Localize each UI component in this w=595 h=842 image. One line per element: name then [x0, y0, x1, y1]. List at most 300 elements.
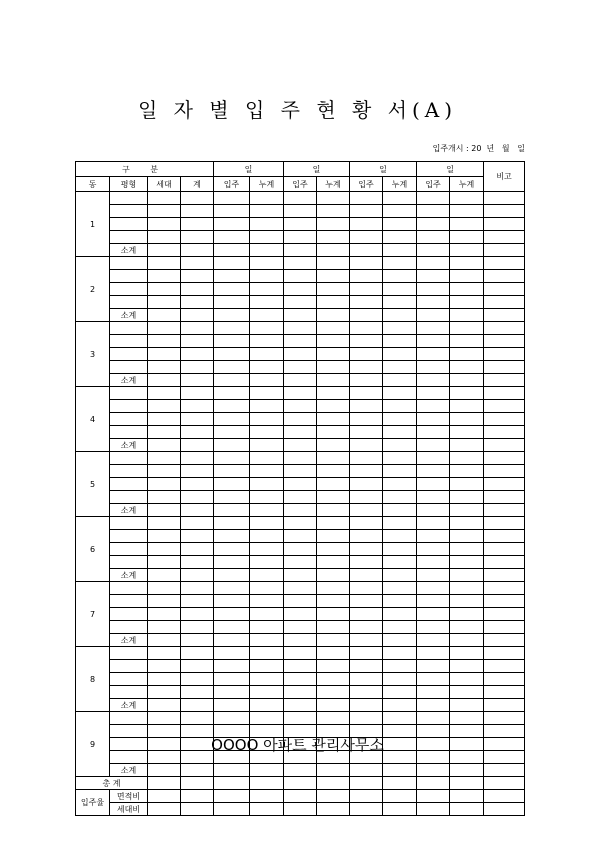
value-cell — [181, 608, 214, 621]
value-cell — [383, 647, 417, 660]
value-cell — [484, 270, 525, 283]
value-cell — [181, 400, 214, 413]
value-cell — [450, 270, 484, 283]
value-cell — [317, 309, 350, 322]
value-cell — [181, 621, 214, 634]
value-cell — [284, 491, 317, 504]
value-cell — [350, 283, 383, 296]
value-cell — [214, 400, 250, 413]
value-cell — [181, 439, 214, 452]
subtotal-label: 소계 — [110, 569, 148, 582]
rate-label: 입주율 — [76, 790, 110, 816]
table-row — [76, 712, 525, 725]
value-cell — [383, 439, 417, 452]
value-cell — [383, 504, 417, 517]
value-cell — [350, 413, 383, 426]
value-cell — [250, 673, 284, 686]
value-cell — [484, 309, 525, 322]
value-cell — [450, 556, 484, 569]
value-cell — [484, 634, 525, 647]
value-cell — [317, 556, 350, 569]
value-cell — [284, 569, 317, 582]
table-row — [76, 192, 525, 205]
value-cell — [450, 426, 484, 439]
value-cell — [317, 348, 350, 361]
value-cell — [250, 426, 284, 439]
value-cell — [317, 543, 350, 556]
value-cell — [317, 491, 350, 504]
pyeong-cell — [110, 595, 148, 608]
value-cell — [148, 686, 181, 699]
table-row — [76, 400, 525, 413]
pyeong-cell — [110, 686, 148, 699]
value-cell — [484, 465, 525, 478]
value-cell — [450, 543, 484, 556]
value-cell — [148, 426, 181, 439]
value-cell — [148, 478, 181, 491]
value-cell — [450, 361, 484, 374]
value-cell — [181, 413, 214, 426]
value-cell — [317, 621, 350, 634]
table-row — [76, 218, 525, 231]
value-cell — [383, 712, 417, 725]
value-cell — [450, 231, 484, 244]
value-cell — [181, 218, 214, 231]
value-cell — [181, 296, 214, 309]
value-cell — [350, 452, 383, 465]
header-move-in: 입주 — [284, 177, 317, 192]
value-cell — [148, 283, 181, 296]
value-cell — [284, 270, 317, 283]
value-cell — [383, 335, 417, 348]
table-row — [76, 621, 525, 634]
value-cell — [383, 686, 417, 699]
value-cell — [317, 218, 350, 231]
value-cell — [450, 621, 484, 634]
header-move-in: 입주 — [214, 177, 250, 192]
value-cell — [383, 582, 417, 595]
value-cell — [317, 790, 350, 803]
table-row — [76, 413, 525, 426]
value-cell — [250, 647, 284, 660]
value-cell — [214, 426, 250, 439]
value-cell — [214, 621, 250, 634]
header-day: 일 — [417, 162, 484, 177]
subtotal-label: 소계 — [110, 309, 148, 322]
pyeong-cell — [110, 491, 148, 504]
value-cell — [417, 205, 450, 218]
value-cell — [250, 335, 284, 348]
value-cell — [350, 634, 383, 647]
value-cell — [350, 218, 383, 231]
table-row — [76, 322, 525, 335]
value-cell — [450, 322, 484, 335]
subtotal-row — [76, 374, 525, 387]
value-cell — [148, 803, 181, 816]
value-cell — [181, 686, 214, 699]
table-row — [76, 673, 525, 686]
value-cell — [250, 322, 284, 335]
value-cell — [417, 452, 450, 465]
value-cell — [317, 283, 350, 296]
pyeong-cell — [110, 283, 148, 296]
value-cell — [484, 582, 525, 595]
rate-household-label: 세대비 — [110, 803, 148, 816]
value-cell — [484, 426, 525, 439]
value-cell — [148, 673, 181, 686]
value-cell — [214, 270, 250, 283]
value-cell — [284, 452, 317, 465]
value-cell — [250, 517, 284, 530]
dong-number: 5 — [76, 452, 110, 517]
value-cell — [148, 595, 181, 608]
value-cell — [181, 777, 214, 790]
value-cell — [250, 257, 284, 270]
value-cell — [250, 283, 284, 296]
value-cell — [181, 504, 214, 517]
value-cell — [450, 582, 484, 595]
value-cell — [350, 439, 383, 452]
value-cell — [417, 218, 450, 231]
value-cell — [214, 634, 250, 647]
value-cell — [417, 244, 450, 257]
value-cell — [214, 517, 250, 530]
value-cell — [450, 465, 484, 478]
value-cell — [181, 231, 214, 244]
value-cell — [148, 400, 181, 413]
value-cell — [250, 348, 284, 361]
value-cell — [148, 244, 181, 257]
value-cell — [450, 413, 484, 426]
rate-area-label: 면적비 — [110, 790, 148, 803]
pyeong-cell — [110, 452, 148, 465]
value-cell — [450, 348, 484, 361]
value-cell — [417, 504, 450, 517]
header-total: 계 — [181, 177, 214, 192]
value-cell — [148, 231, 181, 244]
value-cell — [317, 322, 350, 335]
value-cell — [417, 517, 450, 530]
value-cell — [484, 673, 525, 686]
value-cell — [417, 335, 450, 348]
value-cell — [181, 361, 214, 374]
value-cell — [148, 582, 181, 595]
value-cell — [148, 192, 181, 205]
table-row — [76, 387, 525, 400]
value-cell — [317, 413, 350, 426]
value-cell — [350, 595, 383, 608]
value-cell — [284, 790, 317, 803]
header-gubun: 구 분 — [76, 162, 214, 177]
value-cell — [383, 699, 417, 712]
value-cell — [417, 621, 450, 634]
table-row — [76, 647, 525, 660]
value-cell — [417, 387, 450, 400]
value-cell — [417, 192, 450, 205]
header-move-in: 입주 — [417, 177, 450, 192]
pyeong-cell — [110, 556, 148, 569]
value-cell — [350, 322, 383, 335]
value-cell — [317, 530, 350, 543]
subtotal-label: 소계 — [110, 439, 148, 452]
value-cell — [181, 699, 214, 712]
value-cell — [284, 283, 317, 296]
value-cell — [350, 374, 383, 387]
header-remarks: 비고 — [484, 162, 525, 192]
value-cell — [181, 543, 214, 556]
value-cell — [214, 283, 250, 296]
pyeong-cell — [110, 426, 148, 439]
value-cell — [214, 543, 250, 556]
value-cell — [250, 296, 284, 309]
value-cell — [148, 699, 181, 712]
value-cell — [284, 244, 317, 257]
value-cell — [181, 452, 214, 465]
value-cell — [484, 530, 525, 543]
value-cell — [250, 244, 284, 257]
value-cell — [214, 465, 250, 478]
value-cell — [284, 803, 317, 816]
value-cell — [214, 478, 250, 491]
value-cell — [284, 257, 317, 270]
value-cell — [284, 400, 317, 413]
value-cell — [484, 803, 525, 816]
value-cell — [214, 790, 250, 803]
value-cell — [284, 699, 317, 712]
pyeong-cell — [110, 621, 148, 634]
value-cell — [148, 790, 181, 803]
pyeong-cell — [110, 660, 148, 673]
value-cell — [350, 686, 383, 699]
value-cell — [417, 374, 450, 387]
value-cell — [148, 322, 181, 335]
value-cell — [284, 309, 317, 322]
value-cell — [317, 257, 350, 270]
dong-number: 3 — [76, 322, 110, 387]
value-cell — [484, 257, 525, 270]
pyeong-cell — [110, 530, 148, 543]
value-cell — [250, 400, 284, 413]
value-cell — [383, 231, 417, 244]
value-cell — [214, 335, 250, 348]
value-cell — [417, 465, 450, 478]
value-cell — [214, 218, 250, 231]
value-cell — [350, 530, 383, 543]
value-cell — [284, 556, 317, 569]
value-cell — [181, 712, 214, 725]
header-row-days — [76, 162, 525, 177]
pyeong-cell — [110, 387, 148, 400]
value-cell — [214, 699, 250, 712]
header-day: 일 — [214, 162, 284, 177]
value-cell — [383, 374, 417, 387]
value-cell — [284, 205, 317, 218]
value-cell — [383, 218, 417, 231]
value-cell — [214, 348, 250, 361]
value-cell — [284, 660, 317, 673]
dong-number: 2 — [76, 257, 110, 322]
value-cell — [284, 296, 317, 309]
value-cell — [181, 335, 214, 348]
value-cell — [250, 764, 284, 777]
value-cell — [450, 686, 484, 699]
value-cell — [350, 348, 383, 361]
value-cell — [148, 309, 181, 322]
value-cell — [450, 530, 484, 543]
value-cell — [450, 205, 484, 218]
value-cell — [317, 400, 350, 413]
value-cell — [450, 478, 484, 491]
value-cell — [148, 439, 181, 452]
value-cell — [450, 595, 484, 608]
value-cell — [284, 335, 317, 348]
value-cell — [317, 244, 350, 257]
value-cell — [214, 244, 250, 257]
value-cell — [148, 777, 181, 790]
dong-number: 1 — [76, 192, 110, 257]
value-cell — [450, 777, 484, 790]
value-cell — [417, 348, 450, 361]
rate-row-household — [76, 803, 525, 816]
value-cell — [214, 660, 250, 673]
value-cell — [148, 569, 181, 582]
value-cell — [450, 439, 484, 452]
pyeong-cell — [110, 192, 148, 205]
pyeong-cell — [110, 335, 148, 348]
value-cell — [350, 504, 383, 517]
value-cell — [250, 491, 284, 504]
grand-total-label: 총 계 — [76, 777, 148, 790]
pyeong-cell — [110, 257, 148, 270]
value-cell — [350, 361, 383, 374]
value-cell — [250, 504, 284, 517]
value-cell — [148, 608, 181, 621]
office-footer: OOOO 아파트 관리사무소 — [211, 736, 384, 754]
value-cell — [417, 361, 450, 374]
value-cell — [450, 569, 484, 582]
value-cell — [484, 361, 525, 374]
grand-total-row — [76, 777, 525, 790]
value-cell — [284, 504, 317, 517]
value-cell — [250, 660, 284, 673]
table-row — [76, 452, 525, 465]
value-cell — [417, 634, 450, 647]
value-cell — [181, 569, 214, 582]
value-cell — [214, 387, 250, 400]
value-cell — [417, 478, 450, 491]
value-cell — [181, 582, 214, 595]
value-cell — [450, 504, 484, 517]
table-row — [76, 257, 525, 270]
value-cell — [350, 712, 383, 725]
value-cell — [484, 712, 525, 725]
value-cell — [450, 673, 484, 686]
value-cell — [417, 283, 450, 296]
value-cell — [181, 530, 214, 543]
value-cell — [317, 387, 350, 400]
value-cell — [181, 478, 214, 491]
value-cell — [350, 699, 383, 712]
table-row — [76, 348, 525, 361]
value-cell — [181, 192, 214, 205]
value-cell — [383, 257, 417, 270]
value-cell — [214, 413, 250, 426]
daily-move-in-status-table — [75, 161, 525, 816]
pyeong-cell — [110, 517, 148, 530]
value-cell — [450, 257, 484, 270]
value-cell — [484, 231, 525, 244]
value-cell — [148, 530, 181, 543]
value-cell — [484, 478, 525, 491]
value-cell — [284, 478, 317, 491]
value-cell — [284, 426, 317, 439]
value-cell — [148, 517, 181, 530]
value-cell — [284, 517, 317, 530]
subtotal-row — [76, 699, 525, 712]
value-cell — [181, 374, 214, 387]
value-cell — [450, 296, 484, 309]
table-row — [76, 543, 525, 556]
value-cell — [383, 556, 417, 569]
value-cell — [417, 595, 450, 608]
value-cell — [181, 660, 214, 673]
value-cell — [214, 595, 250, 608]
value-cell — [284, 595, 317, 608]
value-cell — [417, 309, 450, 322]
value-cell — [383, 621, 417, 634]
value-cell — [181, 673, 214, 686]
value-cell — [317, 569, 350, 582]
value-cell — [484, 556, 525, 569]
value-cell — [350, 205, 383, 218]
value-cell — [214, 322, 250, 335]
value-cell — [317, 205, 350, 218]
value-cell — [383, 660, 417, 673]
value-cell — [214, 309, 250, 322]
pyeong-cell — [110, 348, 148, 361]
value-cell — [148, 296, 181, 309]
value-cell — [148, 634, 181, 647]
value-cell — [450, 803, 484, 816]
value-cell — [317, 647, 350, 660]
table-row — [76, 296, 525, 309]
value-cell — [484, 543, 525, 556]
pyeong-cell — [110, 647, 148, 660]
value-cell — [484, 621, 525, 634]
value-cell — [181, 517, 214, 530]
table-row — [76, 231, 525, 244]
header-cumulative: 누계 — [383, 177, 417, 192]
value-cell — [450, 218, 484, 231]
table-row — [76, 465, 525, 478]
value-cell — [383, 192, 417, 205]
value-cell — [350, 270, 383, 283]
value-cell — [214, 491, 250, 504]
value-cell — [250, 478, 284, 491]
value-cell — [250, 699, 284, 712]
value-cell — [181, 244, 214, 257]
value-cell — [383, 309, 417, 322]
value-cell — [383, 595, 417, 608]
value-cell — [350, 296, 383, 309]
value-cell — [484, 517, 525, 530]
value-cell — [181, 322, 214, 335]
value-cell — [484, 764, 525, 777]
value-cell — [417, 413, 450, 426]
table-row — [76, 478, 525, 491]
table-row — [76, 361, 525, 374]
pyeong-cell — [110, 400, 148, 413]
